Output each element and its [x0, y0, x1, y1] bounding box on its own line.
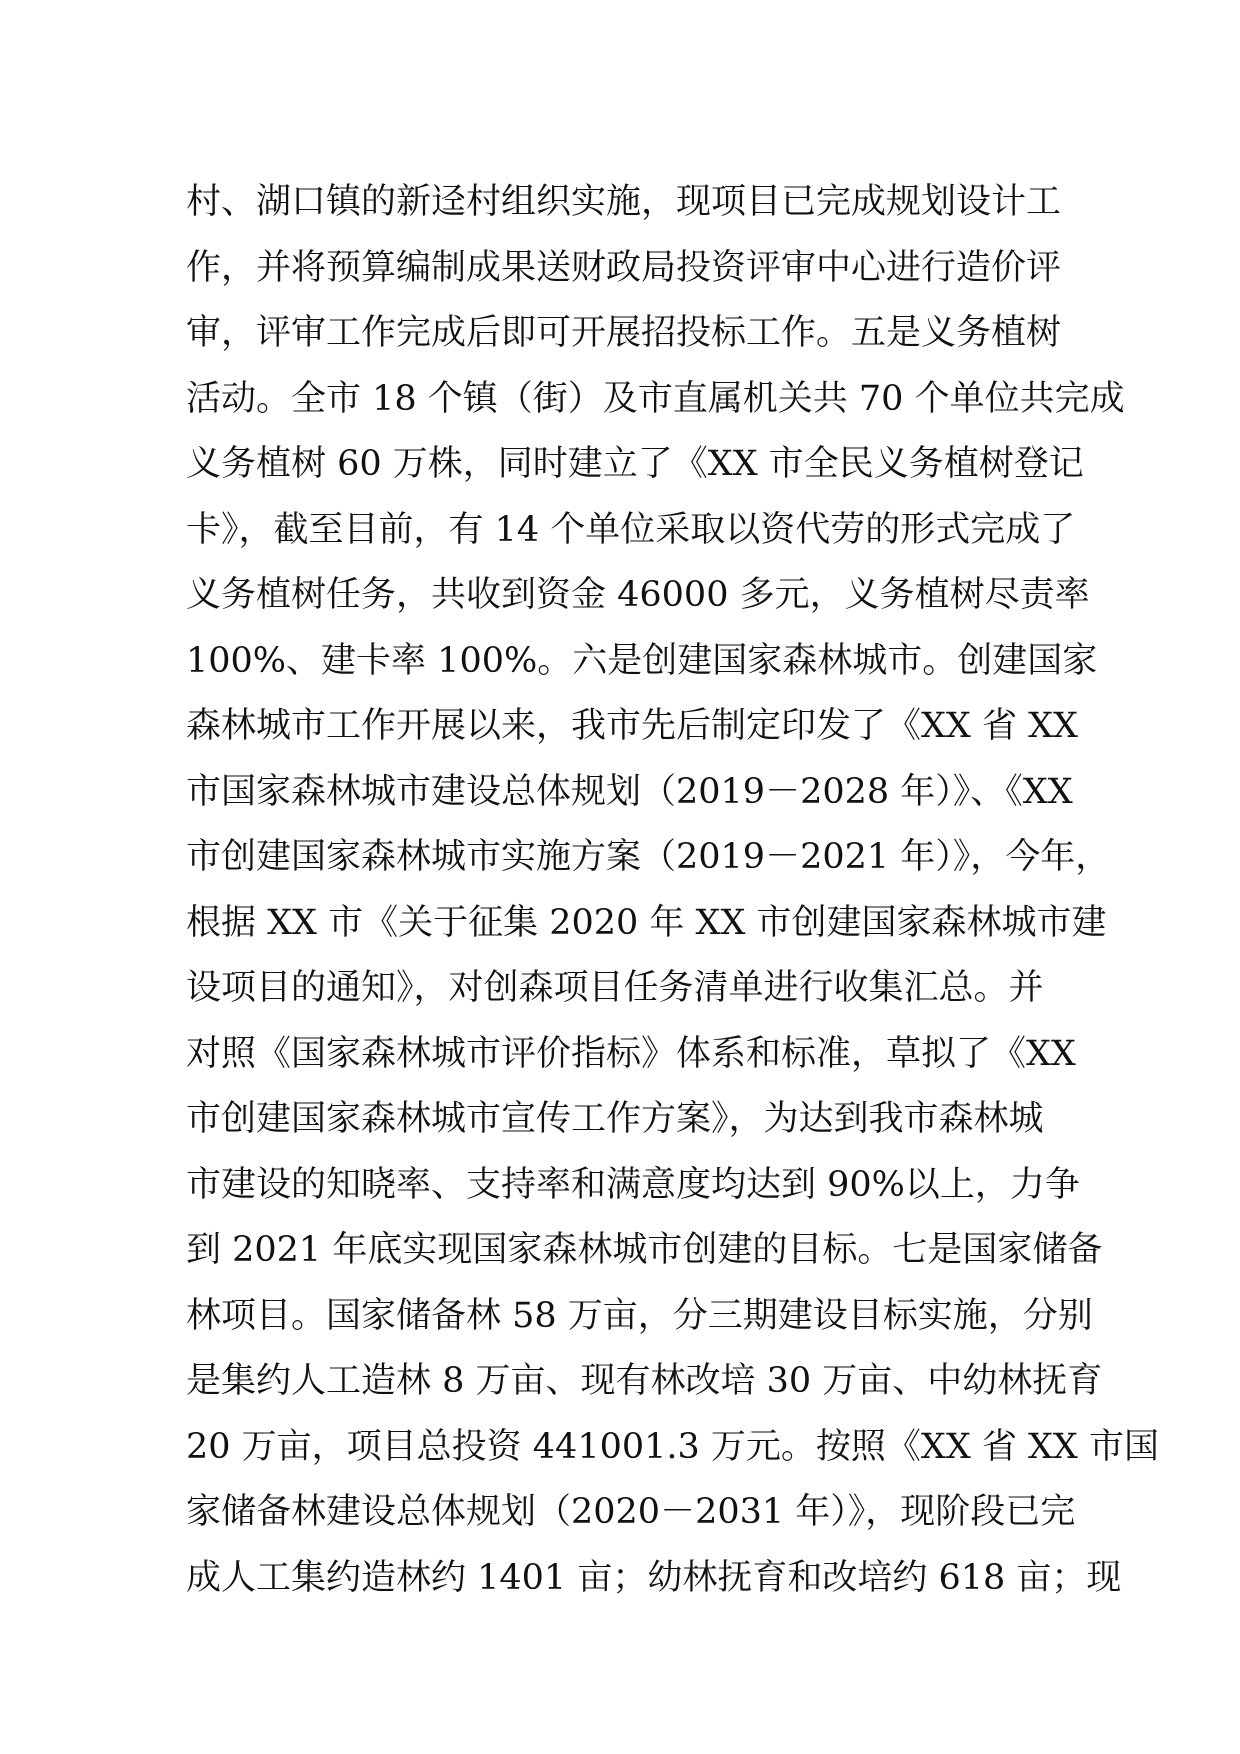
text-line: 村、湖口镇的新迳村组织实施，现项目已完成规划设计工: [186, 182, 1062, 222]
text-line: 卡》，截至目前，有 14 个单位采取以资代劳的形式完成了: [186, 509, 1076, 550]
text-line: 20 万亩，项目总投资 441001.3 万元。按照《XX 省 XX 市国: [186, 1426, 1159, 1467]
text-line: 作，并将预算编制成果送财政局投资评审中心进行造价评: [186, 247, 1062, 288]
text-line: 市创建国家森林城市宣传工作方案》，为达到我市森林城: [186, 1099, 1044, 1139]
text-line: 市国家森林城市建设总体规划（2019－2028 年）》、《XX: [186, 771, 1073, 812]
text-line: 义务植树 60 万株，同时建立了《XX 市全民义务植树登记: [186, 444, 1084, 484]
text-line: 市创建国家森林城市实施方案（2019－2021 年）》，今年，: [186, 837, 1111, 877]
body-text: [186, 170, 1159, 1611]
text-line: 成人工集约造林约 1401 亩；幼林抚育和改培约 618 亩；现: [186, 1557, 1122, 1598]
text-line: 森林城市工作开展以来，我市先后制定印发了《XX 省 XX: [186, 706, 1078, 746]
text-line: 家储备林建设总体规划（2020－2031 年）》，现阶段已完: [186, 1492, 1076, 1532]
text-line: 林项目。国家储备林 58 万亩，分三期建设目标实施，分别: [186, 1295, 1093, 1336]
text-line: 市建设的知晓率、支持率和满意度均达到 90%以上，力争: [186, 1164, 1080, 1205]
text-line: 设项目的通知》，对创森项目任务清单进行收集汇总。并: [186, 968, 1044, 1008]
text-line: 根据 XX 市《关于征集 2020 年 XX 市创建国家森林城市建: [186, 902, 1107, 943]
text-line: 到 2021 年底实现国家森林城市创建的目标。七是国家储备: [186, 1230, 1103, 1270]
text-line: 对照《国家森林城市评价指标》体系和标准，草拟了《XX: [186, 1033, 1076, 1074]
text-line: 活动。全市 18 个镇（街）及市直属机关共 70 个单位共完成: [186, 378, 1125, 419]
text-line: 审，评审工作完成后即可开展招投标工作。五是义务植树: [186, 313, 1062, 353]
text-line: 是集约人工造林 8 万亩、现有林改培 30 万亩、中幼林抚育: [186, 1361, 1103, 1401]
text-line: 义务植树任务，共收到资金 46000 多元，义务植树尽责率: [186, 575, 1090, 615]
text-line: 100%、建卡率 100%。六是创建国家森林城市。创建国家: [186, 640, 1098, 681]
